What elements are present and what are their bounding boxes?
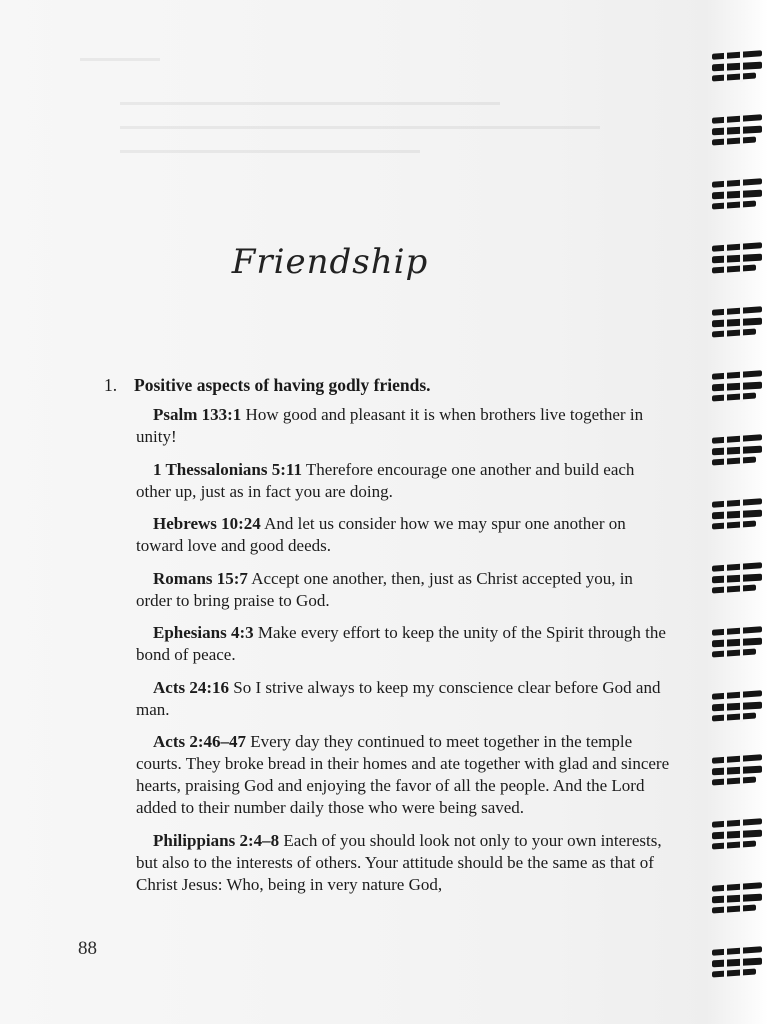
binding-coil xyxy=(712,882,762,914)
verse-text: So I strive always to keep my conscience clear before God and man. xyxy=(136,677,661,719)
verse-text: Each of you should look not only to your own interests, but also to the interests of others. Your attitude should be the same as that of Christ Jesus: Who, being in very nature God, xyxy=(136,830,662,894)
verse-item xyxy=(136,677,670,721)
verse-text: Make every effort to keep the unity of the Spirit through the bond of peace. xyxy=(136,623,666,664)
page-title: Friendship xyxy=(231,242,429,282)
binding-coil xyxy=(712,562,762,594)
verse-text: Accept one another, then, just as Christ accepted you, in order to bring praise to God. xyxy=(136,568,633,610)
binding-coil xyxy=(712,434,762,466)
binding-coil xyxy=(712,498,762,530)
verse-reference: Hebrews 10:24 xyxy=(153,514,261,533)
verse-item xyxy=(136,622,670,666)
page-number: 88 xyxy=(78,938,97,959)
verse-text: How good and pleasant it is when brothers live together in unity! xyxy=(136,405,644,446)
binding-coil xyxy=(712,370,762,402)
binding-coil xyxy=(712,818,762,850)
verse-item xyxy=(136,459,670,503)
binding-coil xyxy=(712,114,762,146)
verse-text: Every day they continued to meet together in the temple courts. They broke bread in their homes and ate together with glad and sincere hearts, praising God and enjoying the favor of all the people. And the Lord added to their number daily those who were being saved. xyxy=(136,732,670,817)
verse-item xyxy=(136,404,670,448)
verse-text: And let us consider how we may spur one another on toward love and good deeds. xyxy=(136,514,626,555)
binding-coil xyxy=(712,626,762,658)
binding-coil xyxy=(712,50,762,82)
verse-reference: Acts 24:16 xyxy=(153,677,230,697)
verse-reference: Acts 2:46–47 xyxy=(153,732,247,751)
binding-coil xyxy=(712,690,762,722)
binding-coil xyxy=(712,754,762,786)
binding-coil xyxy=(712,242,762,274)
verse-text: Therefore encourage one another and build each other up, just as in fact you are doing. xyxy=(136,459,635,501)
section-heading xyxy=(104,375,431,396)
bleed-through-text xyxy=(80,40,640,180)
verse-item xyxy=(136,513,670,557)
binding-coil xyxy=(712,178,762,210)
section-heading-text: Positive aspects of having godly friends. xyxy=(134,375,431,395)
spiral-binding xyxy=(706,0,768,1024)
verse-reference: Philippians 2:4–8 xyxy=(153,830,280,850)
binding-coil xyxy=(712,306,762,338)
verse-reference: Romans 15:7 xyxy=(153,568,248,588)
verse-reference: Ephesians 4:3 xyxy=(153,623,254,642)
section-number: 1. xyxy=(104,375,118,395)
verse-list xyxy=(136,404,670,906)
binding-coil xyxy=(712,946,762,978)
verse-item xyxy=(136,731,670,819)
verse-item xyxy=(136,830,670,896)
verse-item xyxy=(136,568,670,612)
verse-reference: Psalm 133:1 xyxy=(153,405,242,424)
verse-reference: 1 Thessalonians 5:11 xyxy=(153,459,302,479)
